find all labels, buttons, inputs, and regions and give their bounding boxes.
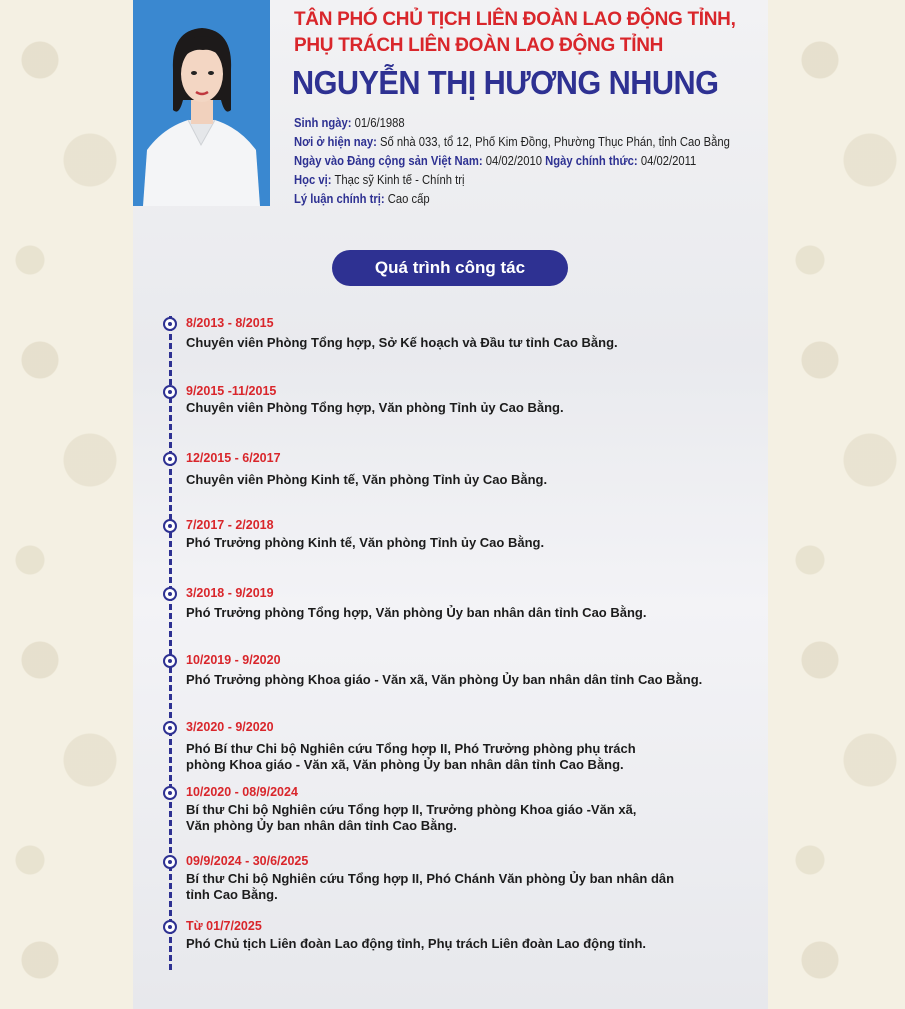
timeline-dot-icon: [163, 385, 177, 399]
timeline-text: Phó Bí thư Chi bộ Nghiên cứu Tổng hợp II, Phó Trưởng phòng phụ trách: [186, 741, 636, 756]
timeline-date: 8/2013 - 8/2015: [186, 316, 274, 330]
timeline-text-line2: tỉnh Cao Bằng.: [186, 887, 278, 902]
timeline-dot-icon: [163, 721, 177, 735]
timeline-text-line2: phòng Khoa giáo - Văn xã, Văn phòng Ủy ban nhân dân tỉnh Cao Bằng.: [186, 757, 624, 772]
timeline-dot-icon: [163, 786, 177, 800]
timeline-dot-icon: [163, 920, 177, 934]
section-title-badge: Quá trình công tác: [332, 250, 568, 286]
info-theory: [294, 192, 430, 206]
timeline-text-line2: Văn phòng Ủy ban nhân dân tỉnh Cao Bằng.: [186, 818, 457, 833]
timeline-date: 10/2019 - 9/2020: [186, 653, 281, 667]
theory-label: Lý luận chính trị:: [294, 192, 385, 206]
official-label: Ngày chính thức:: [545, 154, 638, 168]
timeline-date: 7/2017 - 2/2018: [186, 518, 274, 532]
info-degree: [294, 173, 464, 187]
timeline-dot-icon: [163, 587, 177, 601]
timeline-date: Từ 01/7/2025: [186, 919, 262, 933]
degree-value: Thạc sỹ Kinh tế - Chính trị: [331, 173, 465, 187]
timeline-text: Phó Trưởng phòng Tổng hợp, Văn phòng Ủy ban nhân dân tỉnh Cao Bằng.: [186, 605, 647, 620]
title-line-1: TÂN PHÓ CHỦ TỊCH LIÊN ĐOÀN LAO ĐỘNG TỈNH,: [294, 9, 736, 30]
timeline-date: 12/2015 - 6/2017: [186, 451, 281, 465]
info-birth: [294, 116, 405, 130]
timeline-date: 10/2020 - 08/9/2024: [186, 785, 298, 799]
timeline-date: 09/9/2024 - 30/6/2025: [186, 854, 309, 868]
timeline-dot-icon: [163, 654, 177, 668]
person-name: NGUYỄN THỊ HƯƠNG NHUNG: [292, 64, 719, 101]
timeline-line: [169, 316, 172, 970]
address-value: Số nhà 033, tổ 12, Phố Kim Đồng, Phường Thục Phán, tỉnh Cao Bằng: [376, 135, 730, 149]
degree-label: Học vị:: [294, 173, 332, 187]
timeline-date: 9/2015 -11/2015: [186, 384, 277, 398]
party-value: 04/02/2010: [482, 154, 546, 168]
birth-label: Sinh ngày:: [294, 116, 352, 130]
address-label: Nơi ở hiện nay:: [294, 135, 377, 149]
timeline-text: Phó Trưởng phòng Khoa giáo - Văn xã, Văn phòng Ủy ban nhân dân tỉnh Cao Bằng.: [186, 672, 703, 687]
info-address: [294, 135, 730, 149]
timeline-dot-icon: [163, 317, 177, 331]
timeline-date: 3/2020 - 9/2020: [186, 720, 274, 734]
timeline-text: Chuyên viên Phòng Kinh tế, Văn phòng Tỉnh ủy Cao Bằng.: [186, 472, 548, 487]
timeline-dot-icon: [163, 855, 177, 869]
info-party: [294, 154, 696, 168]
timeline-dot-icon: [163, 452, 177, 466]
official-value: 04/02/2011: [637, 154, 697, 168]
timeline-text: Chuyên viên Phòng Tổng hợp, Sở Kế hoạch và Đầu tư tỉnh Cao Bằng.: [186, 335, 618, 350]
birth-value: 01/6/1988: [351, 116, 405, 130]
party-label: Ngày vào Đảng cộng sản Việt Nam:: [294, 154, 483, 168]
timeline-text: Phó Chủ tịch Liên đoàn Lao động tỉnh, Phụ trách Liên đoàn Lao động tỉnh.: [186, 936, 647, 951]
theory-value: Cao cấp: [384, 192, 430, 206]
title-line-2: PHỤ TRÁCH LIÊN ĐOÀN LAO ĐỘNG TỈNH: [294, 35, 664, 56]
timeline-text: Bí thư Chi bộ Nghiên cứu Tổng hợp II, Trưởng phòng Khoa giáo -Văn xã,: [186, 802, 637, 817]
portrait-photo: [133, 0, 270, 206]
timeline-text: Phó Trưởng phòng Kinh tế, Văn phòng Tỉnh ủy Cao Bằng.: [186, 535, 545, 550]
timeline-text: Bí thư Chi bộ Nghiên cứu Tổng hợp II, Phó Chánh Văn phòng Ủy ban nhân dân: [186, 871, 675, 886]
timeline-dot-icon: [163, 519, 177, 533]
timeline-date: 3/2018 - 9/2019: [186, 586, 274, 600]
timeline-text: Chuyên viên Phòng Tổng hợp, Văn phòng Tỉnh ủy Cao Bằng.: [186, 400, 564, 415]
